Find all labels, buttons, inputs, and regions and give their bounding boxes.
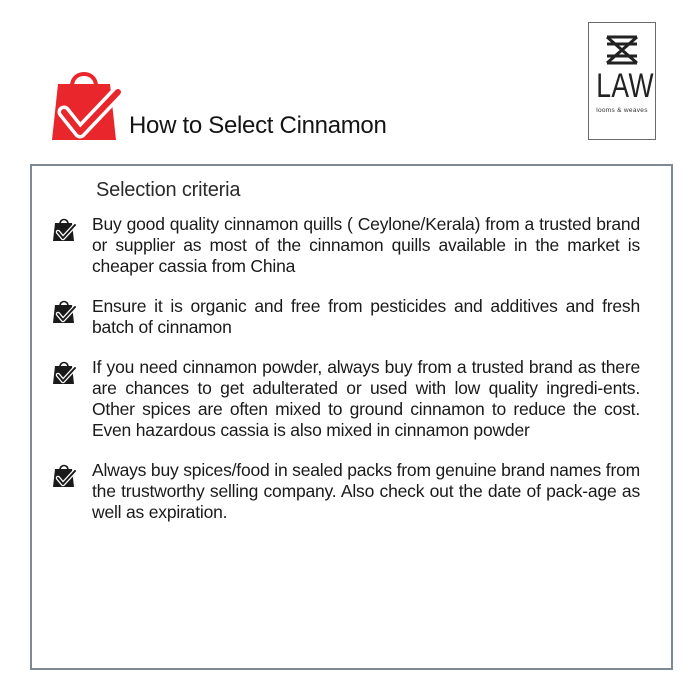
shopping-bag-check-icon [52, 299, 76, 325]
list-item [50, 357, 640, 441]
page-title: How to Select Cinnamon [129, 112, 387, 139]
criteria-text: Always buy spices/food in sealed packs from genuine brand names from the trustworthy selling company. Also check out the date of pack-age as well as expiration. [92, 460, 640, 522]
brand-logo [588, 22, 656, 140]
shopping-bag-check-icon [52, 463, 76, 489]
section-heading: Selection criteria [96, 179, 241, 201]
selection-criteria-panel [30, 164, 673, 670]
logo-tagline: looms & weaves [596, 107, 648, 114]
list-item [50, 460, 640, 523]
criteria-list [50, 214, 640, 542]
criteria-text: Buy good quality cinnamon quills ( Ceylone/Kerala) from a trusted brand or supplier as most of the cinnamon quills available in the market is cheaper cassia from China [92, 214, 640, 276]
criteria-text: If you need cinnamon powder, always buy from a trusted brand as there are chances to get adulterated or used with low quality ingredi-ents. Other spices are often mixed to ground cinnamon to reduce the cost. Even hazardous cassia is also mixed in cinnamon powder [92, 357, 640, 440]
shopping-bag-check-icon [50, 62, 122, 148]
shopping-bag-check-icon [52, 217, 76, 243]
weave-logo-icon [605, 35, 639, 65]
logo-wordmark: LAW [596, 67, 654, 105]
criteria-text: Ensure it is organic and free from pesticides and additives and fresh batch of cinnamon [92, 296, 640, 337]
shopping-bag-check-icon [52, 360, 76, 386]
list-item [50, 296, 640, 338]
list-item [50, 214, 640, 277]
